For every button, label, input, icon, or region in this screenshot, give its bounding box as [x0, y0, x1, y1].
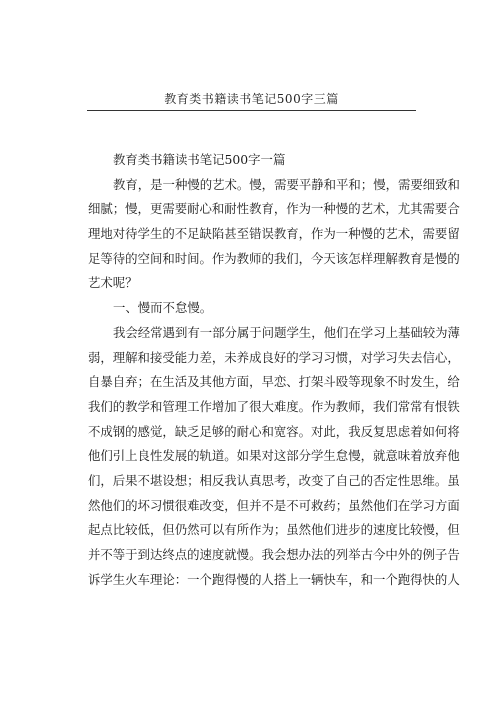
- text-line: 他们引上良性发展的轨道。如果对这部分学生怠慢，就意味着放弃他: [88, 448, 460, 464]
- page-header-title: 教育类书籍读书笔记500字三篇: [164, 92, 339, 106]
- text-line: 然他们的坏习惯很难改变，但并不是不可救药；虽然他们在学习方面: [88, 497, 460, 513]
- document-body: [88, 148, 460, 592]
- text-line: 不成钢的感觉，缺乏足够的耐心和宽容。对此，我反复思虑着如何将: [88, 423, 460, 439]
- text-line: 自暴自弃；在生活及其他方面，早恋、打架斗殴等现象不时发生，给: [88, 374, 460, 390]
- text-line: 们，后果不堪设想；相反我认真思考，改变了自己的否定性思维。虽: [88, 472, 460, 488]
- text-line: 教育，是一种慢的艺术。慢，需要平静和平和；慢，需要细致和: [113, 176, 460, 192]
- text-line: 我会经常遇到有一部分属于问题学生，他们在学习上基础较为薄: [113, 324, 460, 340]
- text-line: 足等待的空间和时间。作为教师的我们，今天该怎样理解教育是慢的: [88, 250, 460, 266]
- text-line: 我们的教学和管理工作增加了很大难度。作为教师，我们常常有恨铁: [88, 398, 460, 414]
- text-line: 并不等于到达终点的速度就慢。我会想办法的列举古今中外的例子告: [88, 547, 460, 562]
- text-line: 教育类书籍读书笔记500字一篇: [113, 152, 286, 167]
- text-line: 弱，理解和接受能力差，未养成良好的学习习惯，对学习失去信心，: [88, 349, 460, 365]
- text-line: 细腻；慢，更需要耐心和耐性教育，作为一种慢的艺术，尤其需要合: [88, 201, 460, 217]
- text-line: 艺术呢？: [88, 275, 138, 291]
- text-line: 起点比较低，但仍然可以有所作为；虽然他们进步的速度比较慢，但: [88, 522, 460, 538]
- text-line: 诉学生火车理论：一个跑得慢的人搭上一辆快车，和一个跑得快的人: [88, 571, 460, 587]
- text-line: 理地对待学生的不足缺陷甚至错误教育，作为一种慢的艺术，需要留: [88, 226, 460, 242]
- text-line: 一、慢而不怠慢。: [113, 300, 213, 316]
- header-divider: [87, 110, 416, 111]
